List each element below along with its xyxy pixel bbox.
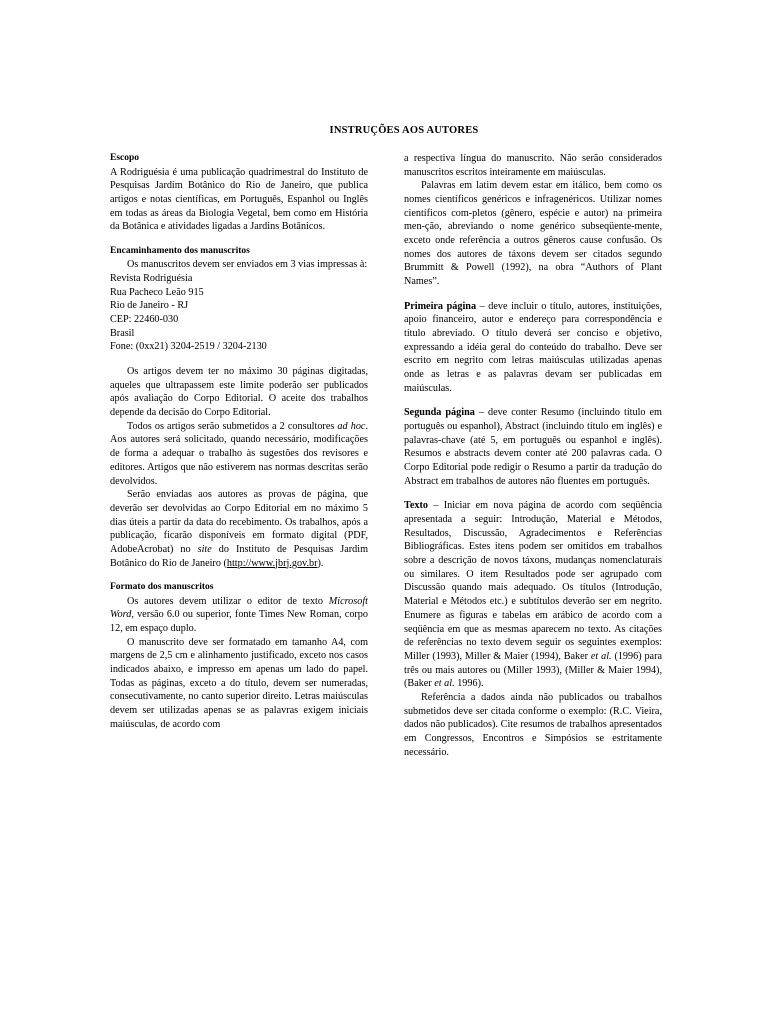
address-line-6: Fone: (0xx21) 3204-2519 / 3204-2130 bbox=[110, 341, 267, 353]
paragraph-editor-texto bbox=[110, 595, 368, 636]
address-line-2: Rua Pacheco Leão 915 bbox=[110, 286, 204, 298]
label-segunda-pagina: Segunda página bbox=[404, 407, 475, 419]
text-microsoft-word: Microsoft Word bbox=[110, 595, 368, 621]
paragraph-segunda-pagina bbox=[404, 406, 662, 488]
text-texto-2: (1996) para três ou mais autores ou (Miller 1993), (Miller & Maier 1994), (Baker bbox=[404, 650, 662, 690]
heading-encaminhamento: Encaminhamento dos manuscritos bbox=[110, 245, 250, 256]
address-line-4: CEP: 22460-030 bbox=[110, 314, 179, 326]
paragraph-latim-italico: Palavras em latim devem estar em itálico, bem como os nomes científicos genéricos e infragenéricos. Utilizar nomes científicos com-pletos (gênero, espécie e autor) na primeira men-ção, abreviando o nome genérico subseqüente-mente, exceto onde referência a outros gêneros cause confusão. Os nomes dos autores de táxons devem ser citados segundo Brummitt & Powell (1992), na obra “Authors of Plant Names”. bbox=[404, 180, 662, 288]
address-line-5: Brasil bbox=[110, 327, 135, 339]
text-texto-1: – Iniciar em nova página de acordo com seqüência apresentada a seguir: Introdução, Material e Métodos, Resultados, Discussão, Agradecimentos e Referências Bibliográficas. Estes itens podem ser omitidos em trabalhos sobre a descrição de novos táxons, mudanças nomenclaturais ou similares. O item Resultados pode ser agrupado com Discussão quando mais adequado. Os títulos (Introdução, Material e Métodos etc.) e subtítulos deverão ser em negrito. Enumere as figuras e tabelas em arábico de acordo com a seqüência em que as mesmas aparecem no texto. As citações de referências no texto devem seguir os seguintes exemplos: Miller (1993), Miller & Maier (1994), Baker bbox=[404, 500, 662, 662]
paragraph-referencia-dados: Referência a dados ainda não publicados ou trabalhos submetidos deve ser citada conforme o exemplo: (R.C. Vieira, dados não publicados). Cite resumos de trabalhos apresentados em Congressos, Encontros e Simpósios se estritamente necessário. bbox=[404, 691, 662, 758]
address-line-1: Revista Rodriguésia bbox=[110, 273, 193, 285]
paragraph-formatacao-a4: O manuscrito deve ser formatado em tamanho A4, com margens de 2,5 cm e alinhamento justificado, exceto nos casos indicados abaixo, e impresso em apenas um lado do papel. Todas as páginas, exceto a do título, devem ser numeradas, consecutivamente, no canto superior direito. Letras maiúsculas devem ser utilizadas apenas se as palavras exigem iniciais maiúsculas, de acordo com bbox=[110, 636, 368, 730]
jbrj-website-link[interactable]: http://www.jbrj.gov.br bbox=[226, 557, 318, 569]
paragraph-continuacao-maiusculas: a respectiva língua do manuscrito. Não serão considerados manuscritos escritos inteiramente em maiúsculas. bbox=[404, 153, 662, 178]
two-column-body bbox=[110, 152, 698, 759]
paragraph-encaminhamento-intro: Os manuscritos devem ser enviados em 3 vias impressas à: bbox=[127, 259, 368, 271]
heading-formato: Formato dos manuscritos bbox=[110, 582, 214, 593]
text-ad-hoc: ad hoc bbox=[337, 420, 366, 432]
paragraph-consultores bbox=[110, 420, 368, 488]
text-provas-pre: Serão enviadas aos autores as provas de página, que deverão ser devolvidas ao Corpo Editorial em no máximo 5 dias úteis a partir da data do recebimento. Os trabalhos, após a publicação, ficarão disponíveis em formato digital (PDF, AdobeAcrobat) no bbox=[110, 489, 368, 555]
text-consultores-pre: Todos os artigos serão submetidos a 2 consultores bbox=[127, 420, 338, 432]
text-provas-mid: do Instituto de Pesquisas Jardim Botânico do Rio de Janeiro ( bbox=[110, 543, 368, 569]
paragraph-escopo: A Rodriguésia é uma publicação quadrimestral do Instituto de Pesquisas Jardim Botânico do Rio de Janeiro, que publica artigos e notas científicas, em Português, Espanhol ou Inglês em todas as áreas da Biologia Vegetal, bem como em História da Botânica e atividades ligadas a Jardins Botânicos. bbox=[110, 166, 368, 233]
text-segunda-pagina: – deve conter Resumo (incluindo título em português ou espanhol), Abstract (incluindo título em inglês) e palavras-chave (até 5, em português ou espanhol e inglês). Resumos e abstracts devem conter até 200 palavras cada. O Corpo Editorial pode redigir o Resumo a partir da tradução do Abstract em trabalhos de autores não fluentes em português. bbox=[404, 407, 662, 487]
page-title: INSTRUÇÕES AOS AUTORES bbox=[329, 125, 479, 136]
text-editor-pre: Os autores devem utilizar o editor de texto bbox=[127, 595, 329, 607]
text-texto-3: 1996). bbox=[454, 678, 484, 690]
text-provas-post: ). bbox=[317, 557, 324, 569]
heading-escopo: Escopo bbox=[110, 153, 140, 163]
text-site: site bbox=[197, 543, 212, 555]
text-et-al-2: et al. bbox=[434, 678, 455, 690]
paragraph-provas bbox=[110, 488, 368, 570]
paragraph-texto bbox=[404, 499, 662, 690]
text-et-al-1: et al. bbox=[590, 650, 612, 662]
paragraph-artigos-limite: Os artigos devem ter no máximo 30 páginas digitadas, aqueles que ultrapassem este limite poderão ser publicados após avaliação do Corpo Editorial. O aceite dos trabalhos depende da decisão do Corpo Editorial. bbox=[110, 366, 368, 419]
label-texto: Texto bbox=[404, 500, 428, 512]
label-primeira-pagina: Primeira página bbox=[404, 300, 477, 312]
text-editor-post: , versão 6.0 ou superior, fonte Times New Roman, corpo 12, em espaço duplo. bbox=[110, 609, 368, 635]
address-line-3: Rio de Janeiro - RJ bbox=[110, 300, 189, 312]
left-column bbox=[110, 152, 368, 731]
right-column bbox=[404, 152, 662, 759]
paragraph-primeira-pagina bbox=[404, 300, 662, 396]
text-primeira-pagina: – deve incluir o título, autores, instituições, apoio financeiro, autor e endereço para correspondência e título abreviado. O título deverá ser conciso e objetivo, expressando a idéia geral do conteúdo do trabalho. Deve ser escrito em negrito com letras maiúsculas utilizadas apenas onde as letras e as palavras devam ser publicadas em maiúsculas. bbox=[404, 300, 662, 394]
text-consultores-post: . Aos autores será solicitado, quando necessário, modificações de forma a adequar o trabalho às sugestões dos revisores e editores. Artigos que não estiverem nas normas descritas serão devolvidos. bbox=[110, 420, 368, 487]
